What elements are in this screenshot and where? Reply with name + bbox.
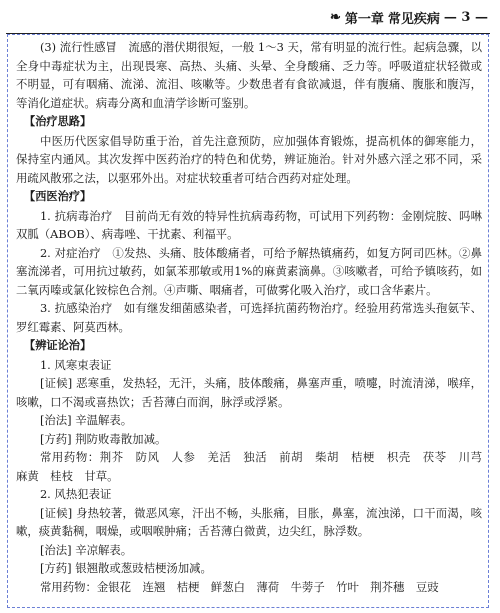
paragraph: 3. 抗感染治疗 如有继发细菌感染者，可选择抗菌药物治疗。经验用药常选头孢氨苄、罗红霉素、阿莫西林。 <box>16 301 482 334</box>
paragraph: [方药] 银翘散或葱豉桔梗汤加减。 <box>39 561 212 575</box>
paragraph: 中医历代医家倡导防重于治，首先注意预防，应加强体育锻炼，提高机体的御寒能力，保持室内通风。其次发挥中医药治疗的特色和优势，辨证施治。针对外感六淫之邪不同，采用疏风散邪之法，以驱邪外出。对症状较重者可结合西药对症处理。 <box>16 133 482 185</box>
page-number: — 3 — <box>443 10 488 25</box>
paragraph: [治法] 辛温解表。 <box>39 413 133 427</box>
paragraph: 常用药物：金银花 连翘 桔梗 鲜葱白 薄荷 牛蒡子 竹叶 荆芥穗 豆豉 <box>39 579 439 594</box>
paragraph: [证候] 恶寒重，发热轻，无汗，头痛，肢体酸痛，鼻塞声重，喷嚏，时流清涕，喉痒，咳嗽，口不渴或喜热饮；舌苔薄白而润，脉浮或浮紧。 <box>16 376 482 409</box>
paragraph: (3) 流行性感冒 流感的潜伏期很短，一般 1～3 天，常有明显的流行性。起病急骤，以全身中毒症状为主，出现畏寒、高热、头痛、头晕、全身酸痛、乏力等。呼吸道症状轻微或不明显，可有咽痛、流涕、流泪、咳嗽等。少数患者有食欲减退，伴有腹痛、腹胀和腹泻，等消化道症状。病毒分离和血清学诊断可鉴别。 <box>16 40 482 110</box>
paragraph: 2. 对症治疗 ①发热、头痛、肢体酸痛者，可给予解热镇痛药，如复方阿司匹林。②鼻塞流涕者，可用抗过敏药，如氯苯那敏或用1%的麻黄素滴鼻。③咳嗽者，可给予镇咳药，如二氧丙嗪或氯化铵棕色合剂。④声嘶、咽痛者，可做雾化吸入治疗，或口含华素片。 <box>16 245 482 297</box>
text-frame <box>7 34 494 608</box>
chapter-number: 第一章 <box>344 12 384 27</box>
section-heading: 【西医治疗】 <box>24 190 92 203</box>
paragraph: [证候] 身热较著，微恶风寒，汗出不畅，头胀痛，目胀，鼻塞，流浊涕，口干而渴，咳嗽，痰黄黏稠，咽燥，或咽喉肿痛；舌苔薄白微黄，边尖红，脉浮数。 <box>16 505 482 538</box>
paragraph: 1. 抗病毒治疗 目前尚无有效的特异性抗病毒药物，可试用下列药物：金刚烷胺、吗啉双胍（ABOB）、病毒唑、干扰素、利福平。 <box>16 208 482 241</box>
paragraph: [方药] 荆防败毒散加减。 <box>39 431 167 446</box>
page-header <box>0 6 500 28</box>
section-heading: 【治疗思路】 <box>24 115 92 128</box>
paragraph: 2. 风热犯表证 <box>39 487 112 501</box>
running-head <box>330 8 488 27</box>
chapter-title: 常见疾病 <box>387 12 440 27</box>
section-heading: 【辨证论治】 <box>24 339 92 352</box>
paragraph: 1. 风寒束表证 <box>39 357 112 372</box>
page-body <box>8 35 494 596</box>
leaf-icon: ❧ <box>329 10 341 25</box>
paragraph: [治法] 辛凉解表。 <box>39 542 133 557</box>
paragraph: 常用药物：荆芥 防风 人参 羌活 独活 前胡 柴胡 桔梗 枳壳 茯苓 川芎 麻黄 桂枝 甘草。 <box>16 450 494 483</box>
